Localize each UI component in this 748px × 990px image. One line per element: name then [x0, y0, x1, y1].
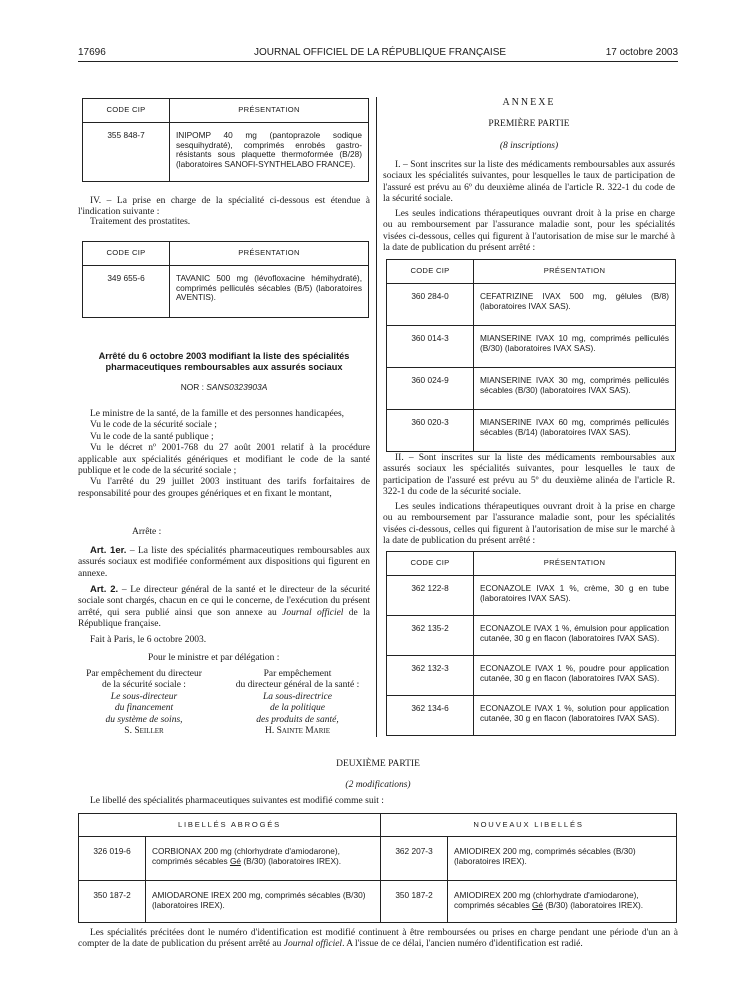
presentation-text: ECONAZOLE IVAX 1 %, émulsion pour application cutanée, 30 g en flacon (laboratoires IVAX SAS). — [474, 616, 676, 656]
generic-mark: Gé — [531, 899, 544, 910]
code-cip: 362 122-8 — [387, 576, 474, 616]
journal-officiel-ref: Journal officiel — [282, 607, 344, 618]
table-row — [79, 881, 677, 923]
col-nouveaux-libelles: NOUVEAUX LIBELLÉS — [381, 814, 677, 837]
article-1 — [78, 545, 370, 580]
table-row — [387, 656, 676, 696]
modifications-count: (2 modifications) — [345, 780, 411, 790]
fait-a-paris: Fait à Paris, le 6 octobre 2003. — [90, 635, 207, 645]
signature-title: de la politique — [270, 703, 325, 714]
modifications-intro: Le libellé des spécialités pharmaceutiques suivantes est modifié comme suit : — [90, 796, 384, 806]
code-cip: 349 655-6 — [83, 266, 170, 318]
presentation-text: ECONAZOLE IVAX 1 %, poudre pour application cutanée, 30 g en flacon (laboratoires IVAX SAS). — [474, 656, 676, 696]
new-label: AMIODIREX 200 mg, comprimés sécables (B/30) (laboratoires IREX). — [448, 837, 677, 881]
code-cip: 360 024-9 — [387, 368, 474, 410]
presentation-text: MIANSERINE IVAX 60 mg, comprimés pelliculés sécables (B/14) (laboratoires IVAX SAS). — [474, 410, 676, 452]
code-cip: 360 014-3 — [387, 326, 474, 368]
old-label-text-end: (B/30) (laboratoires IREX). — [241, 855, 342, 866]
table-row — [387, 368, 676, 410]
closing-text: Les spécialités précitées dont le numéro d'identification est modifié continuent à être remboursées ou prises en charge pendant une période d'un an à compter de la date de publication du présent arrêté au — [78, 928, 678, 950]
table-row — [387, 696, 676, 736]
code-cip: 362 134-6 — [387, 696, 474, 736]
journal-title: JOURNAL OFFICIEL DE LA RÉPUBLIQUE FRANÇAISE — [253, 47, 507, 58]
article-1-text: – La liste des spécialités pharmaceutiques remboursables aux assurés sociaux est modifiée conformément aux dispositions qui figurent en annexe. — [78, 546, 370, 579]
code-cip: 360 020-3 — [387, 410, 474, 452]
new-code-cip: 350 187-2 — [381, 881, 448, 923]
col-presentation: PRÉSENTATION — [474, 552, 676, 576]
article-1-label: Art. 1er. — [90, 545, 127, 556]
paragraph-iv: IV. – La prise en charge de la spécialité ci-dessous est étendue à l'indication suivante : — [78, 196, 370, 218]
article-2-text: – Le directeur général de la santé et le directeur de la sécurité sociale sont chargés, chacun en ce qui le concerne, de l'exécution du présent arrêté, qui sera publié ainsi que son annexe au — [78, 585, 370, 618]
generic-mark: Gé — [229, 855, 242, 866]
col-presentation: PRÉSENTATION — [474, 260, 676, 284]
col-code-cip: CODE CIP — [387, 552, 474, 576]
signature-title: des produits de santé, — [256, 714, 339, 725]
presentation-text: ECONAZOLE IVAX 1 %, crème, 30 g en tube (laboratoires IVAX SAS). — [474, 576, 676, 616]
page-number: 17696 — [78, 47, 106, 58]
col-code-cip: CODE CIP — [387, 260, 474, 284]
col-presentation: PRÉSENTATION — [170, 242, 369, 266]
paragraph-ii-indications: Les seules indications thérapeutiques ouvrant droit à la prise en charge ou au remboursement par l'assurance maladie sont, pour les spécialités visées ci-dessous, celles qui figurent à l'autorisation de mise sur le marché à la date de publication du présent arrêté : — [383, 502, 675, 547]
signature-line: Par empêchement — [263, 669, 332, 679]
issue-date: 17 octobre 2003 — [605, 47, 678, 58]
presentation-text: TAVANIC 500 mg (lévofloxacine hémihydraté), comprimés pelliculés sécables (B/5) (laboratoires AVENTIS). — [170, 266, 369, 318]
premiere-partie: PREMIÈRE PARTIE — [488, 119, 570, 129]
journal-officiel-ref: Journal officiel — [283, 939, 343, 950]
nor-code: SANS0323903A — [206, 382, 268, 392]
table-row — [83, 266, 369, 318]
preamble-line: Vu le code de la santé publique ; — [90, 431, 214, 442]
signature-line: du directeur général de la santé : — [235, 680, 360, 691]
signature-title: La sous-directrice — [262, 691, 333, 702]
code-cip: 362 135-2 — [387, 616, 474, 656]
col-code-cip: CODE CIP — [83, 242, 170, 266]
arrete-title: Arrêté du 6 octobre 2003 modifiant la liste des spécialités pharmaceutiques remboursables aux assurés sociaux — [98, 351, 350, 373]
article-2-label: Art. 2. — [90, 584, 119, 595]
presentation-text: INIPOMP 40 mg (pantoprazole sodique sesquihydraté), comprimés enrobés gastro-résistants sous plaquette thermoformée (B/28) (laboratoires SANOFI-SYNTHELABO FRANCE). — [170, 123, 369, 182]
table-inipomp — [82, 98, 369, 182]
preamble-line: Vu le décret nº 2001-768 du 27 août 2001 relatif à la procédure applicable aux spécialités génériques et modifiant le code de la santé publique et le code de la sécurité sociale ; — [78, 443, 370, 476]
old-code-cip: 326 019-6 — [79, 837, 146, 881]
col-code-cip: CODE CIP — [83, 99, 170, 123]
deuxieme-partie: DEUXIÈME PARTIE — [336, 759, 420, 769]
inscriptions-count: (8 inscriptions) — [499, 141, 559, 151]
new-label-text: AMIODIREX 200 mg (chlorhydrate d'amiodarone), comprimés sécables — [454, 890, 639, 910]
annexe-heading: ANNEXE — [502, 97, 556, 108]
presentation-text: CEFATRIZINE IVAX 500 mg, gélules (B/8) (laboratoires IVAX SAS). — [474, 284, 676, 326]
new-label-text-end: (B/30) (laboratoires IREX). — [543, 899, 644, 910]
paragraph-iv-indication: Traitement des prostatites. — [90, 217, 191, 227]
code-cip: 355 848-7 — [83, 123, 170, 182]
closing-paragraph — [78, 928, 678, 951]
signature-left — [74, 669, 214, 737]
pour-le-ministre: Pour le ministre et par délégation : — [148, 653, 280, 663]
preamble-line: Vu l'arrêté du 29 juillet 2003 instituant des tarifs forfaitaires de responsabilité pour des groupes génériques et en fixant le montant, — [78, 477, 370, 499]
table-row — [387, 326, 676, 368]
signature-right — [220, 669, 375, 737]
signature-title: du système de soins, — [105, 714, 183, 725]
signature-line: Par empêchement du directeur — [86, 669, 202, 679]
article-2-text-end: de la République française. — [78, 607, 370, 630]
table-ivax-5 — [386, 551, 676, 736]
table-tavanic — [82, 241, 369, 318]
new-code-cip: 362 207-3 — [381, 837, 448, 881]
nor-line — [78, 382, 370, 392]
header-rule — [78, 61, 678, 62]
new-label — [448, 881, 677, 923]
signature-title: Le sous-directeur — [110, 691, 178, 702]
code-cip: 360 284-0 — [387, 284, 474, 326]
table-ivax-6 — [386, 259, 676, 452]
old-label — [146, 837, 381, 881]
preamble-line: Vu le code de la sécurité sociale ; — [90, 420, 217, 431]
code-cip: 362 132-3 — [387, 656, 474, 696]
article-2 — [78, 584, 370, 631]
signatory-name: S. Seiller — [124, 725, 164, 736]
table-row — [387, 410, 676, 452]
table-row — [79, 837, 677, 881]
arrete-word: Arrête : — [132, 527, 162, 537]
col-libelles-abroges: LIBELLÉS ABROGÉS — [79, 814, 381, 837]
preamble-line: Le ministre de la santé, de la famille et des personnes handicapées, — [90, 409, 345, 419]
signature-line: de la sécurité sociale : — [102, 680, 186, 691]
col-presentation: PRÉSENTATION — [170, 99, 369, 123]
table-row — [387, 616, 676, 656]
preamble — [78, 409, 370, 500]
old-label-text: CORBIONAX 200 mg (chlorhydrate d'amiodarone), comprimés sécables — [152, 846, 340, 866]
closing-text-end: . A l'issue de ce délai, l'ancien numéro d'identification est radié. — [342, 939, 583, 950]
table-modifications — [78, 813, 677, 923]
signatory-name: H. Sainte Marie — [264, 725, 331, 736]
old-label: AMIODARONE IREX 200 mg, comprimés sécables (B/30) (laboratoires IREX). — [146, 881, 381, 923]
presentation-text: MIANSERINE IVAX 30 mg, comprimés pelliculés sécables (B/30) (laboratoires IVAX SAS). — [474, 368, 676, 410]
paragraph-ii: II. – Sont inscrites sur la liste des médicaments remboursables aux assurés sociaux les spécialités suivantes, pour lesquelles le taux de participation de l'assuré est prévu au 5º du deuxième alinéa de l'article R. 322-1 du code de la sécurité sociale. — [383, 453, 675, 498]
signature-title: du financement — [114, 703, 174, 714]
table-row — [387, 284, 676, 326]
paragraph-i-indications: Les seules indications thérapeutiques ouvrant droit à la prise en charge ou au remboursement par l'assurance maladie sont, pour les spécialités visées ci-dessous, celles qui figurent à l'autorisation de mise sur le marché à la date de publication du présent arrêté : — [383, 209, 675, 254]
paragraph-i: I. – Sont inscrites sur la liste des médicaments remboursables aux assurés sociaux les spécialités suivantes, pour lesquelles le taux de participation de l'assuré est prévu au 6º du deuxième alinéa de l'article R. 322-1 du code de la sécurité sociale. — [383, 160, 675, 205]
table-row — [83, 123, 369, 182]
nor-label: NOR : — [180, 382, 204, 392]
presentation-text: MIANSERINE IVAX 10 mg, comprimés pelliculés (B/30) (laboratoires IVAX SAS). — [474, 326, 676, 368]
table-row — [387, 576, 676, 616]
presentation-text: ECONAZOLE IVAX 1 %, solution pour application cutanée, 30 g en flacon (laboratoires IVAX SAS). — [474, 696, 676, 736]
column-divider — [376, 97, 377, 737]
old-code-cip: 350 187-2 — [79, 881, 146, 923]
